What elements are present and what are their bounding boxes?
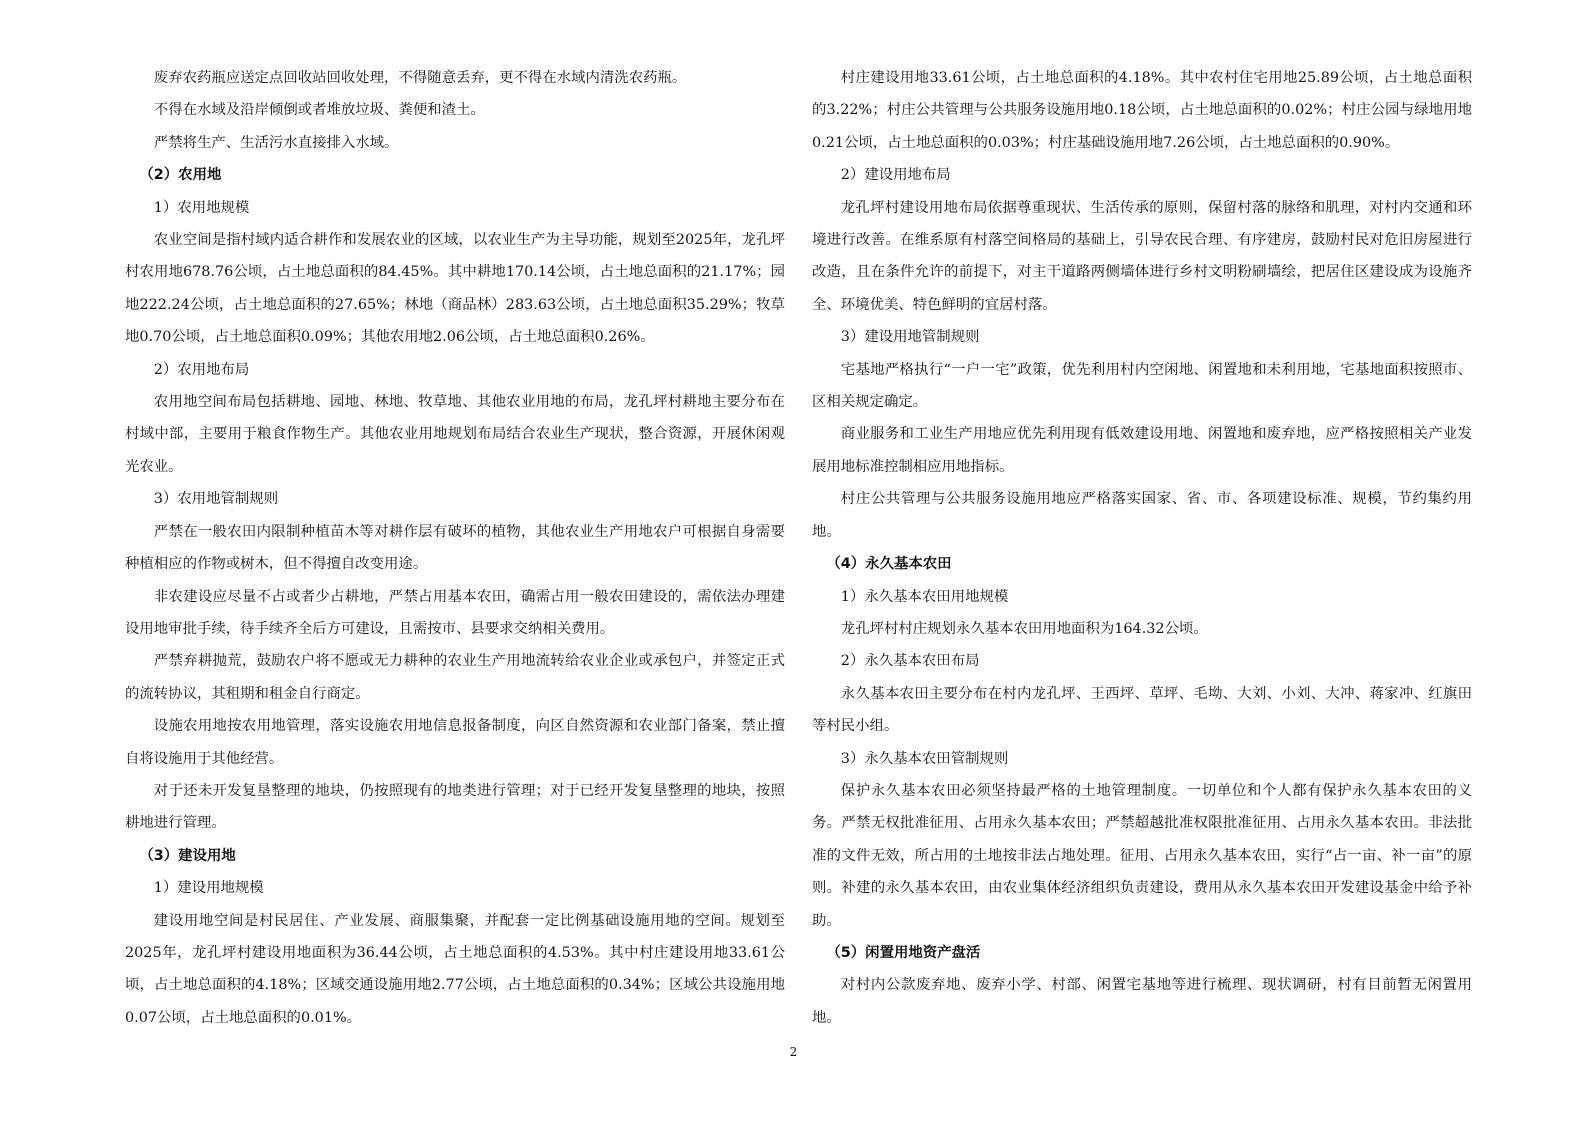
section-heading: （3）建设用地 xyxy=(139,847,236,864)
paragraph: 2）永久基本农田布局 xyxy=(840,653,980,670)
paragraph: 商业服务和工业生产用地应优先利用现有低效建设用地、闲置地和废弃地，应严格按照相关产业发展用地标准控制相应用地指标。 xyxy=(812,426,1472,475)
paragraph: 农用地空间布局包括耕地、园地、林地、牧草地、其他农业用地的布局，龙孔坪村耕地主要分布在村域中部，主要用于粮食作物生产。其他农业用地规划布局结合农业生产现状，整合资源，开展休闲观光农业。 xyxy=(125,394,785,475)
paragraph: 保护永久基本农田必须坚持最严格的土地管理制度。一切单位和个人都有保护永久基本农田的义务。严禁无权批准征用、占用永久基本农田；严禁超越批准权限批准征用、占用永久基本农田。非法批准的文件无效，所占用的土地按非法占地处理。征用、占用永久基本农田，实行“占一亩、补一亩”的原则。补建的永久基本农田，由农业集体经济组织负责建设，费用从永久基本农田开发建设基金中给予补助。 xyxy=(812,782,1472,929)
paragraph: 3）建设用地管制规则 xyxy=(840,329,980,346)
paragraph: 不得在水域及沿岸倾倒或者堆放垃圾、粪便和渣土。 xyxy=(153,102,485,119)
paragraph: 2）建设用地布局 xyxy=(840,167,951,184)
page-number: 2 xyxy=(789,1045,798,1059)
paragraph: 3）农用地管制规则 xyxy=(153,491,279,508)
section-heading: （4）永久基本农田 xyxy=(826,556,952,573)
paragraph: 严禁在一般农田内限制种植苗木等对耕作层有破坏的植物，其他农业生产用地农户可根据自身需要种植相应的作物或树木，但不得擅自改变用途。 xyxy=(125,523,785,573)
paragraph: 龙孔坪村建设用地布局依据尊重现状、生活传承的原则，保留村落的脉络和肌理，对村内交通和环境进行改善。在维系原有村落空间格局的基础上，引导农民合理、有序建房，鼓励村民对危旧房屋进行改造，且在条件允许的前提下，对主干道路两侧墙体进行乡村文明粉刷墙绘，把居住区建设成为设施齐全、环境优美、特色鲜明的宜居村落。 xyxy=(812,199,1472,313)
paragraph: 设施农用地按农用地管理，落实设施农用地信息报备制度，向区自然资源和农业部门备案，禁止擅自将设施用于其他经营。 xyxy=(125,718,785,767)
right-column xyxy=(812,62,1472,1034)
paragraph: 对村内公款废弃地、废弃小学、村部、闲置宅基地等进行梳理、现状调研，村有目前暂无闲置用地。 xyxy=(812,977,1472,1026)
paragraph: 对于还未开发复垦整理的地块，仍按照现有的地类进行管理；对于已经开发复垦整理的地块，按照耕地进行管理。 xyxy=(125,782,785,832)
paragraph: 村庄公共管理与公共服务设施用地应严格落实国家、省、市、各项建设标准、规模，节约集约用地。 xyxy=(812,491,1472,540)
paragraph: 1）建设用地规模 xyxy=(153,880,264,897)
paragraph: 非农建设应尽量不占或者少占耕地，严禁占用基本农田，确需占用一般农田建设的，需依法办理建设用地审批手续，待手续齐全后方可建设，且需按市、县要求交纳相关费用。 xyxy=(125,588,785,637)
paragraph: 宅基地严格执行“一户一宅”政策，优先利用村内空闲地、闲置地和未利用地，宅基地面积按照市、区相关规定确定。 xyxy=(812,361,1472,411)
paragraph: 3）永久基本农田管制规则 xyxy=(840,750,1009,767)
paragraph: 永久基本农田主要分布在村内龙孔坪、王西坪、草坪、毛坳、大刘、小刘、大冲、蒋家冲、红旗田等村民小组。 xyxy=(812,685,1472,735)
paragraph: 1）永久基本农田用地规模 xyxy=(840,588,1009,605)
paragraph: 村庄建设用地33.61公顷，占土地总面积的4.18%。其中农村住宅用地25.89公顷，占土地总面积的3.22%；村庄公共管理与公共服务设施用地0.18公顷，占土地总面积的0.02%；村庄公园与绿地用地0.21公顷，占土地总面积的0.03%；村庄基础设施用地7.26公顷，占土地总面积的0.90%。 xyxy=(812,70,1472,151)
paragraph: 2）农用地布局 xyxy=(153,361,250,378)
paragraph: 废弃农药瓶应送定点回收站回收处理，不得随意丢弃，更不得在水域内清洗农药瓶。 xyxy=(153,70,687,86)
paragraph: 建设用地空间是村民居住、产业发展、商服集聚，并配套一定比例基础设施用地的空间。规划至2025年，龙孔坪村建设用地面积为36.44公顷，占土地总面积的4.53%。其中村庄建设用地33.61公顷，占土地总面积的4.18%；区域交通设施用地2.77公顷，占土地总面积的0.34%；区域公共设施用地0.07公顷，占土地总面积的0.01%。 xyxy=(125,912,785,1026)
paragraph: 龙孔坪村村庄规划永久基本农田用地面积为164.32公顷。 xyxy=(840,620,1208,637)
left-column xyxy=(125,62,785,1034)
section-heading: （2）农用地 xyxy=(139,167,222,184)
paragraph: 严禁将生产、生活污水直接排入水域。 xyxy=(153,134,399,151)
paragraph: 1）农用地规模 xyxy=(153,199,250,216)
section-heading: （5）闲置用地资产盘活 xyxy=(826,944,981,961)
paragraph: 农业空间是指村域内适合耕作和发展农业的区域，以农业生产为主导功能，规划至2025年，龙孔坪村农用地678.76公顷，占土地总面积的84.45%。其中耕地170.14公顷，占土地总面积的21.17%；园地222.24公顷，占土地总面积的27.65%；林地（商品林）283.63公顷，占土地总面积35.29%；牧草地0.70公顷，占土地总面积0.09%；其他农用地2.06公顷，占土地总面积0.26%。 xyxy=(125,232,785,346)
paragraph: 严禁弃耕抛荒，鼓励农户将不愿或无力耕种的农业生产用地流转给农业企业或承包户，并签定正式的流转协议，其租期和租金自行商定。 xyxy=(125,653,785,702)
